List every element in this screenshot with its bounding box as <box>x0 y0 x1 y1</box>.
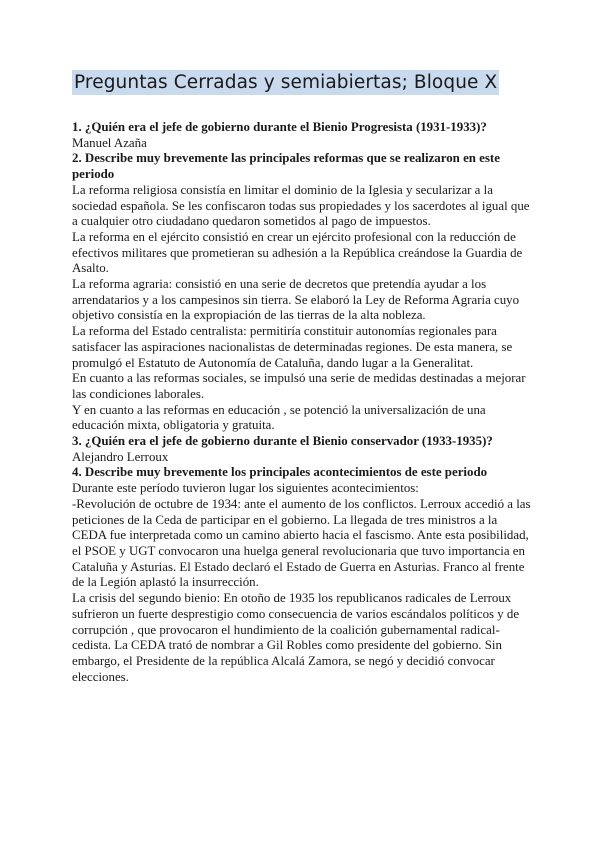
answer-3: Alejandro Lerroux <box>72 449 169 464</box>
page-title: Preguntas Cerradas y semiabiertas; Bloque X <box>74 72 498 93</box>
answer-2-state-reform: La reforma del Estado centralista: permitiría constituir autonomías regionales para satisfacer las aspiraciones nacionalistas de determinadas regiones. De esta manera, se promulgó el Estatuto de Autonomía de Cataluña, dando lugar a la Generalitat. <box>72 324 513 370</box>
answer-2-social-reform: En cuanto a las reformas sociales, se impulsó una serie de medidas destinadas a mejorar las condiciones laborales. <box>72 371 526 401</box>
answer-1: Manuel Azaña <box>72 135 147 150</box>
answer-4-intro: Durante este período tuvieron lugar los siguientes acontecimientos: <box>72 481 419 496</box>
question-4: 4. Describe muy brevemente los principales acontecimientos de este periodo <box>72 465 488 480</box>
title-block <box>72 70 499 95</box>
answer-4-second-bienio-crisis: La crisis del segundo bienio: En otoño de 1935 los republicanos radicales de Lerroux sufrieron un fuerte desprestigio como consecuencia de varios escándalos políticos y de corrupción , que provocaron el hundimiento de la coalición gubernamental radical-cedista. La CEDA trató de nombrar a Gil Robles como presidente del gobierno. Sin embargo, el Presidente de la república Alcalá Zamora, se negó y decidió convocar elecciones. <box>72 591 520 684</box>
answer-2-agrarian-reform: La reforma agraria: consistió en una serie de decretos que pretendía ayudar a los arrendatarios y a los campesinos sin tierra. Se elaboró la Ley de Reforma Agraria cuyo objetivo consistía en la expropiación de las tierras de la alta nobleza. <box>72 277 520 323</box>
answer-2-religious-reform: La reforma religiosa consistía en limitar el dominio de la Iglesia y secularizar a la sociedad española. Se les confiscaron todas sus propiedades y los sacerdotes al igual que a cualquier otro ciudadano quedaron sometidos al pago de impuestos. <box>72 182 530 229</box>
question-1: 1. ¿Quién era el jefe de gobierno durante el Bienio Progresista (1931-1933)? <box>72 120 487 134</box>
answer-4-revolution-1934: -Revolución de octubre de 1934: ante el aumento de los conflictos. Lerroux accedió a las peticiones de la Ceda de participar en el gobierno. La llegada de tres ministros a la CEDA fue interpretada como un camino abierto hacia el fascismo. Ante esta posibilidad, el PSOE y UGT convocaron una huelga general revolucionaria que tuvo importancia en Cataluña y Asturias. El Estado declaró el Estado de Guerra en Asturias. Franco al frente de la Legión aplastó la insurrección. <box>72 496 531 590</box>
question-2: 2. Describe muy brevemente las principales reformas que se realizaron en este periodo <box>72 151 500 182</box>
answer-2-military-reform: La reforma en el ejército consistió en crear un ejército profesional con la reducción de efectivos militares que prometieran su adhesión a la República creándose la Guardia de Asalto. <box>72 229 523 276</box>
answer-2-education-reform: Y en cuanto a las reformas en educación , se potenció la universalización de una educación mixta, obligatoria y gratuita. <box>72 402 486 433</box>
question-3: 3. ¿Quién era el jefe de gobierno durante el Bienio conservador (1933-1935)? <box>72 434 493 449</box>
document-body <box>72 120 532 685</box>
